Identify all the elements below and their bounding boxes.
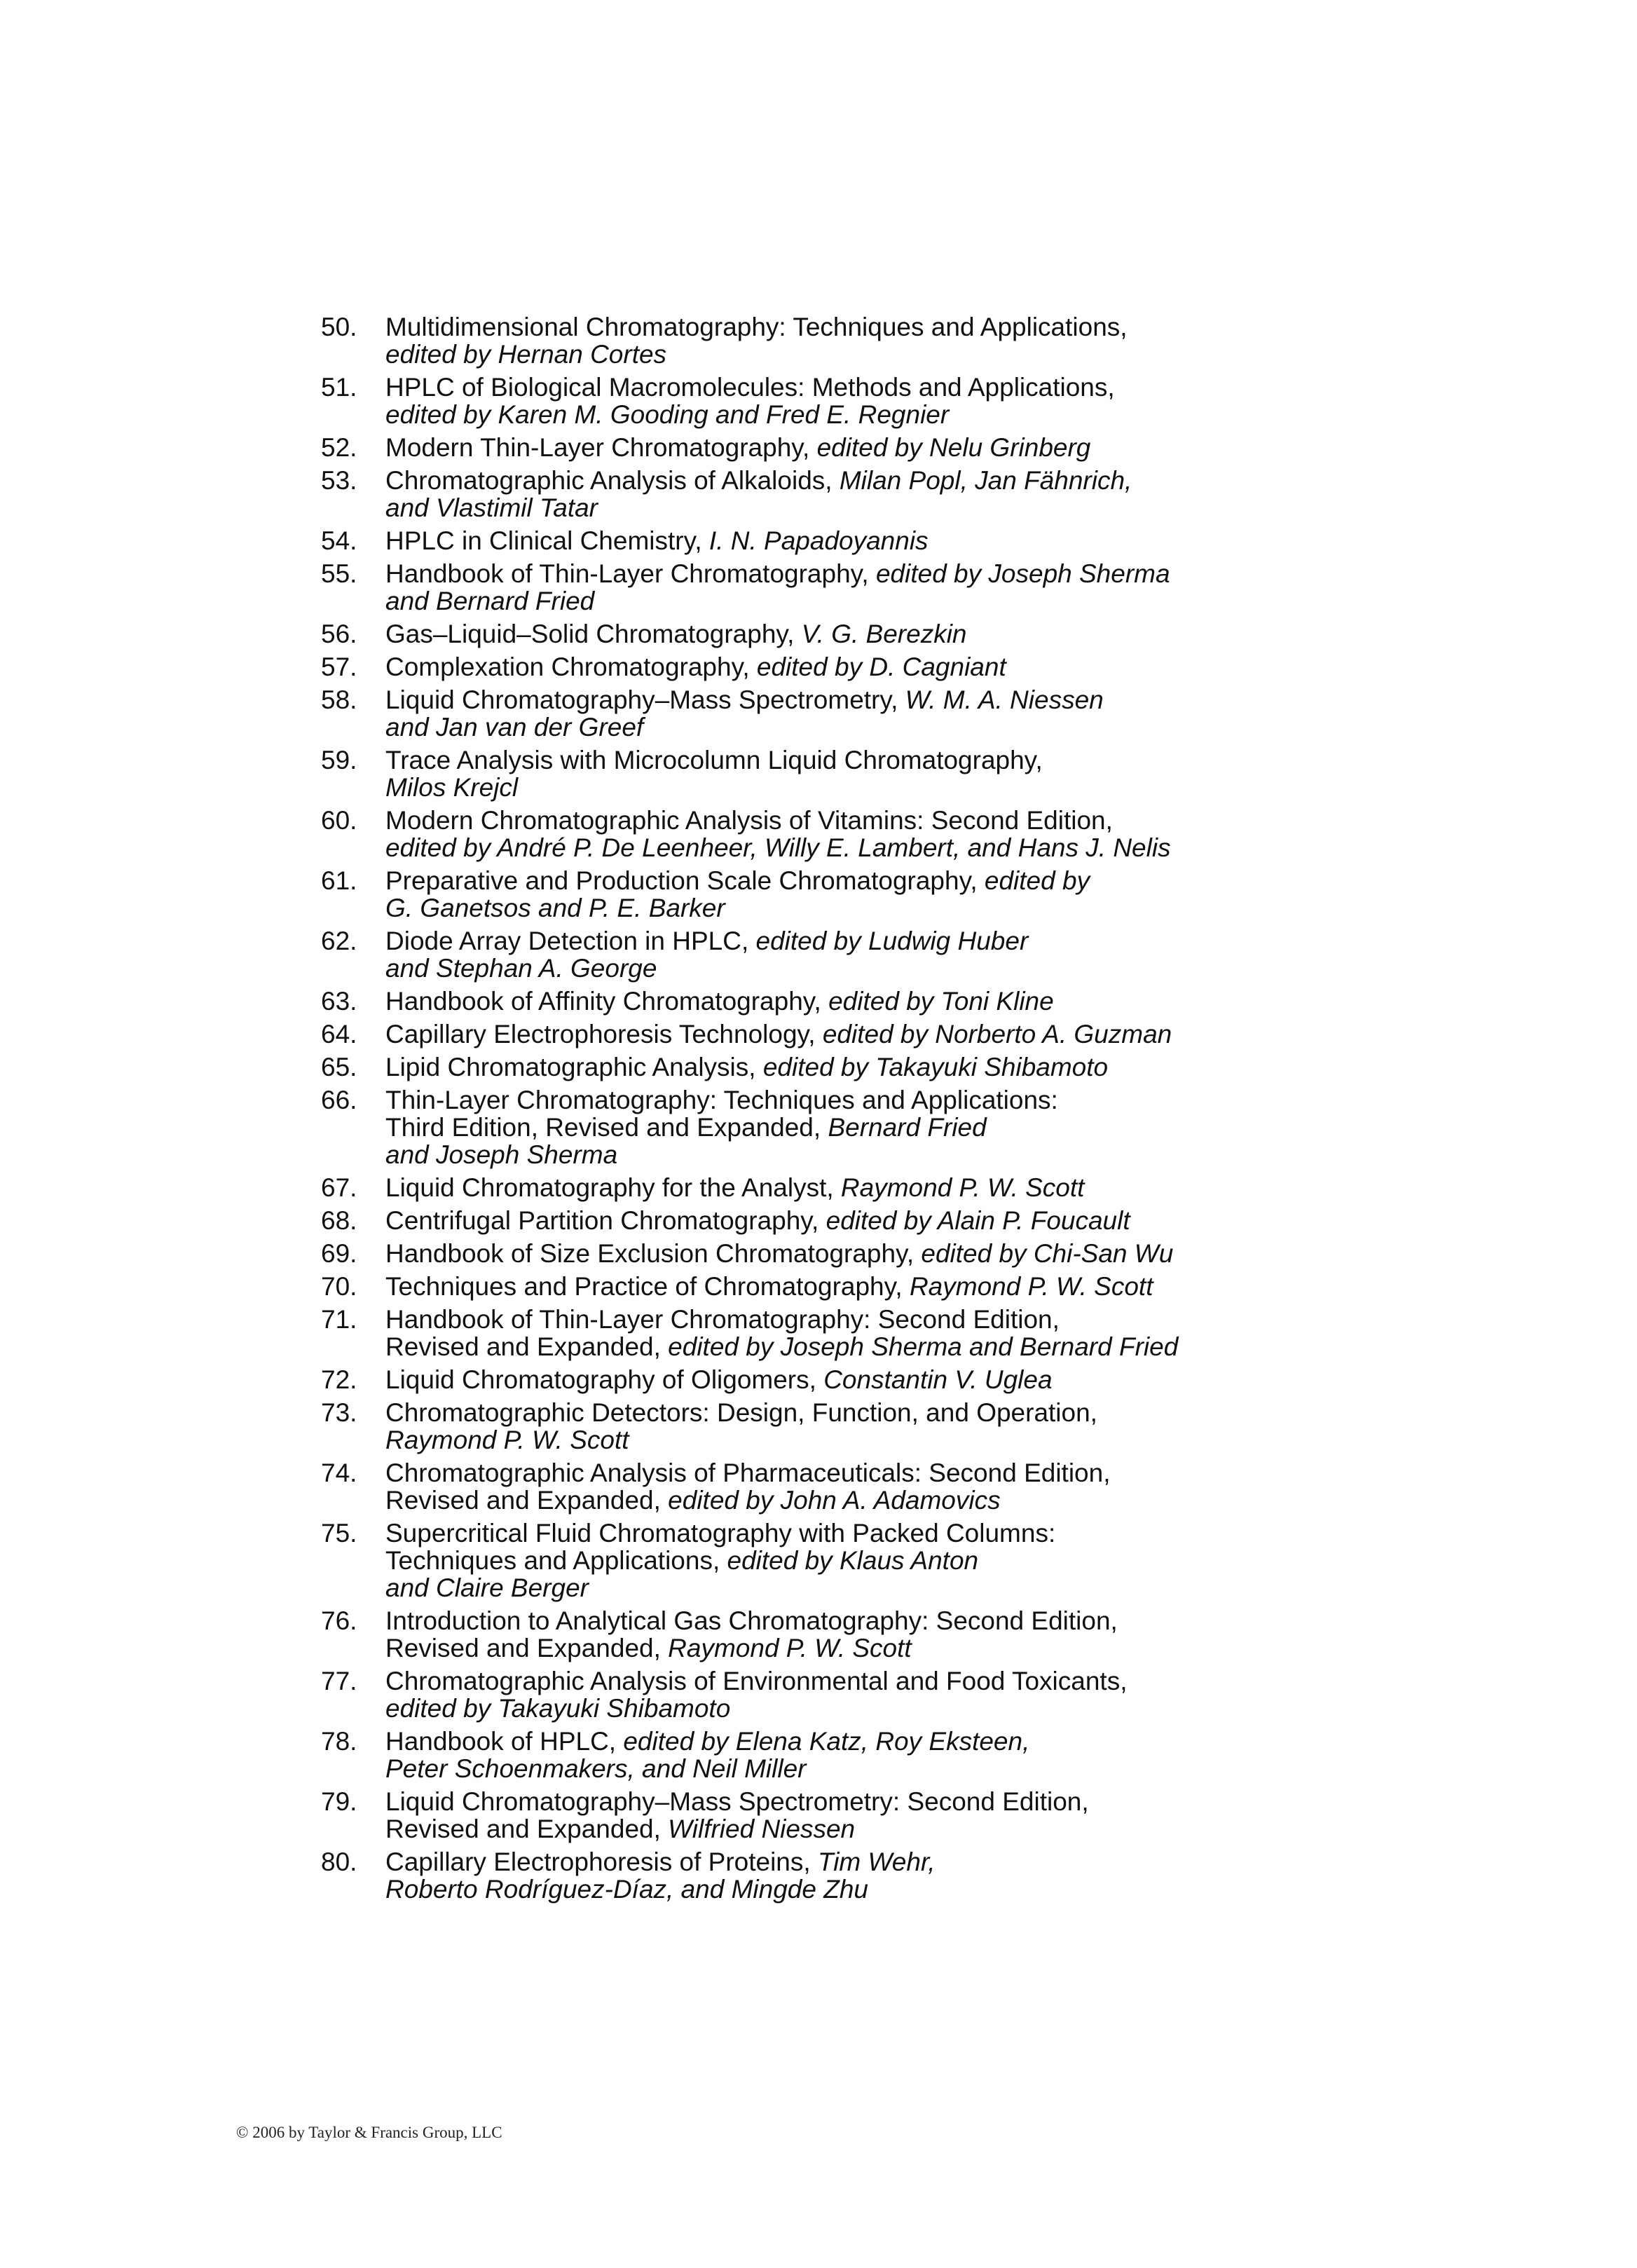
entry-text xyxy=(385,1207,1302,1234)
list-item xyxy=(321,1306,1302,1360)
entry-title: Handbook of Affinity Chromatography, xyxy=(385,987,829,1016)
entry-line xyxy=(385,1053,1302,1081)
list-item xyxy=(321,1788,1302,1843)
entry-text xyxy=(385,1399,1302,1454)
entry-author: and Jan van der Greef xyxy=(385,713,644,742)
entry-line xyxy=(385,1755,1302,1782)
list-item xyxy=(321,988,1302,1015)
entry-text xyxy=(385,807,1302,861)
entry-author: V. G. Berezkin xyxy=(801,620,967,648)
copyright-footer: © 2006 by Taylor & Francis Group, LLC xyxy=(236,2124,502,2141)
entry-line xyxy=(385,374,1302,401)
entry-line xyxy=(385,1519,1302,1547)
entry-author: Milos Krejcl xyxy=(385,773,519,802)
entry-line xyxy=(385,1240,1302,1267)
entry-author: and Stephan A. George xyxy=(385,954,657,983)
entry-title: Complexation Chromatography, xyxy=(385,653,757,681)
entry-author: edited by Takayuki Shibamoto xyxy=(762,1053,1109,1081)
entry-line xyxy=(385,867,1302,894)
entry-number: 59. xyxy=(321,746,357,774)
entry-title: Chromatographic Analysis of Environmental and Food Toxicants, xyxy=(385,1667,1128,1695)
entry-line xyxy=(385,1366,1302,1393)
entry-author: edited by Joseph Sherma xyxy=(875,559,1170,588)
entry-line xyxy=(385,313,1302,341)
entry-author: Raymond P. W. Scott xyxy=(385,1426,629,1454)
entry-line xyxy=(385,1399,1302,1426)
entry-author: and Bernard Fried xyxy=(385,587,595,615)
entry-line xyxy=(385,955,1302,982)
list-item xyxy=(321,1728,1302,1782)
entry-number: 73. xyxy=(321,1398,357,1427)
entry-line xyxy=(385,927,1302,955)
entry-title: Revised and Expanded, xyxy=(385,1486,669,1515)
list-item xyxy=(321,1240,1302,1267)
list-item xyxy=(321,1607,1302,1662)
list-item xyxy=(321,653,1302,681)
entry-number: 77. xyxy=(321,1667,357,1695)
entry-author: Raymond P. W. Scott xyxy=(909,1272,1153,1301)
entry-line xyxy=(385,1876,1302,1903)
entry-number: 72. xyxy=(321,1365,357,1394)
entry-title: Handbook of Thin-Layer Chromatography: Second Edition, xyxy=(385,1305,1060,1334)
list-item xyxy=(321,807,1302,861)
entry-line xyxy=(385,1848,1302,1876)
list-item xyxy=(321,560,1302,615)
entry-line xyxy=(385,1273,1302,1300)
entry-line xyxy=(385,1306,1302,1333)
list-item xyxy=(321,313,1302,368)
entry-title: Diode Array Detection in HPLC, xyxy=(385,927,756,955)
entry-line xyxy=(385,1174,1302,1201)
entry-author: Raymond P. W. Scott xyxy=(840,1173,1085,1202)
entry-text xyxy=(385,1519,1302,1601)
entry-number: 71. xyxy=(321,1305,357,1334)
entry-text xyxy=(385,1848,1302,1903)
entry-author: edited by André P. De Leenheer, Willy E. Lambert, and Hans J. Nelis xyxy=(385,833,1171,862)
entry-title: Multidimensional Chromatography: Techniques and Applications, xyxy=(385,313,1128,341)
list-item xyxy=(321,374,1302,428)
list-item xyxy=(321,1020,1302,1048)
entry-author: edited by xyxy=(984,866,1090,895)
entry-author: Roberto Rodríguez-Díaz, and Mingde Zhu xyxy=(385,1875,868,1904)
entry-line xyxy=(385,434,1302,461)
entry-author: edited by Nelu Grinberg xyxy=(816,433,1091,462)
entry-text xyxy=(385,1086,1302,1168)
entry-line xyxy=(385,1426,1302,1454)
entry-number: 50. xyxy=(321,313,357,341)
entry-title: Revised and Expanded, xyxy=(385,1332,669,1361)
entry-line xyxy=(385,1815,1302,1843)
list-item xyxy=(321,620,1302,648)
entry-author: Constantin V. Uglea xyxy=(823,1365,1053,1394)
entry-number: 61. xyxy=(321,866,357,895)
entry-text xyxy=(385,746,1302,801)
list-item xyxy=(321,1399,1302,1454)
list-item xyxy=(321,1459,1302,1514)
entry-author: edited by Karen M. Gooding and Fred E. Regnier xyxy=(385,400,950,429)
entry-author: edited by Hernan Cortes xyxy=(385,340,667,369)
entry-author: edited by D. Cagniant xyxy=(756,653,1006,681)
entry-number: 54. xyxy=(321,526,357,555)
entry-title: Lipid Chromatographic Analysis, xyxy=(385,1053,763,1081)
entry-text xyxy=(385,560,1302,615)
entry-text xyxy=(385,1174,1302,1201)
list-item xyxy=(321,746,1302,801)
entry-title: Modern Chromatographic Analysis of Vitamins: Second Edition, xyxy=(385,806,1113,835)
entry-title: Liquid Chromatography of Oligomers, xyxy=(385,1365,824,1394)
entry-title: Trace Analysis with Microcolumn Liquid Chromatography, xyxy=(385,746,1043,774)
entry-text xyxy=(385,988,1302,1015)
entry-line xyxy=(385,401,1302,428)
entry-text xyxy=(385,1728,1302,1782)
entry-number: 79. xyxy=(321,1787,357,1816)
entry-line xyxy=(385,807,1302,834)
entry-number: 65. xyxy=(321,1053,357,1081)
entry-line xyxy=(385,834,1302,861)
entry-line xyxy=(385,1728,1302,1755)
list-item xyxy=(321,1667,1302,1722)
entry-text xyxy=(385,313,1302,368)
entry-line xyxy=(385,1574,1302,1601)
list-item xyxy=(321,1848,1302,1903)
entry-number: 51. xyxy=(321,373,357,402)
entry-text xyxy=(385,1020,1302,1048)
entry-text xyxy=(385,467,1302,521)
entry-number: 74. xyxy=(321,1459,357,1487)
entry-author: edited by Takayuki Shibamoto xyxy=(385,1694,731,1723)
entry-line xyxy=(385,1086,1302,1114)
entry-line xyxy=(385,560,1302,587)
entry-title: Modern Thin-Layer Chromatography, xyxy=(385,433,817,462)
entry-title: Chromatographic Analysis of Pharmaceuticals: Second Edition, xyxy=(385,1459,1111,1487)
entry-line xyxy=(385,746,1302,774)
list-item xyxy=(321,927,1302,982)
entry-author: and Claire Berger xyxy=(385,1573,589,1602)
entry-number: 55. xyxy=(321,559,357,588)
entry-text xyxy=(385,1459,1302,1514)
entry-author: W. M. A. Niessen xyxy=(905,685,1104,714)
entry-number: 69. xyxy=(321,1239,357,1268)
entry-number: 53. xyxy=(321,466,357,495)
entry-number: 63. xyxy=(321,987,357,1016)
list-item xyxy=(321,686,1302,741)
list-item xyxy=(321,1519,1302,1601)
entry-text xyxy=(385,653,1302,681)
entry-text xyxy=(385,1053,1302,1081)
entry-author: Raymond P. W. Scott xyxy=(668,1634,912,1662)
entry-line xyxy=(385,620,1302,648)
entry-line xyxy=(385,774,1302,801)
entry-title: Supercritical Fluid Chromatography with Packed Columns: xyxy=(385,1519,1056,1548)
entry-line xyxy=(385,653,1302,681)
entry-author: Tim Wehr, xyxy=(817,1847,936,1876)
entry-title: Handbook of Size Exclusion Chromatography, xyxy=(385,1239,922,1268)
entry-text xyxy=(385,1306,1302,1360)
entry-line xyxy=(385,686,1302,713)
entry-title: Centrifugal Partition Chromatography, xyxy=(385,1206,826,1235)
entry-line xyxy=(385,1607,1302,1634)
entry-number: 62. xyxy=(321,927,357,955)
entry-line xyxy=(385,527,1302,554)
entry-author: edited by John A. Adamovics xyxy=(668,1486,1001,1515)
entry-text xyxy=(385,434,1302,461)
entry-author: and Vlastimil Tatar xyxy=(385,493,598,522)
list-item xyxy=(321,1366,1302,1393)
entry-line xyxy=(385,1634,1302,1662)
list-item xyxy=(321,867,1302,922)
entry-number: 60. xyxy=(321,806,357,835)
entry-title: Thin-Layer Chromatography: Techniques and Applications: xyxy=(385,1086,1058,1114)
entry-line xyxy=(385,1459,1302,1487)
entry-line xyxy=(385,1695,1302,1722)
entry-line xyxy=(385,494,1302,521)
entry-author: Wilfried Niessen xyxy=(668,1815,856,1843)
entry-title: Techniques and Applications, xyxy=(385,1546,727,1575)
entry-author: G. Ganetsos and P. E. Barker xyxy=(385,894,725,922)
list-item xyxy=(321,1053,1302,1081)
entry-line xyxy=(385,341,1302,368)
entry-title: Preparative and Production Scale Chromatography, xyxy=(385,866,985,895)
entry-title: Revised and Expanded, xyxy=(385,1634,669,1662)
entry-line xyxy=(385,1141,1302,1168)
entry-title: Capillary Electrophoresis of Proteins, xyxy=(385,1847,818,1876)
entry-line xyxy=(385,467,1302,494)
entry-number: 70. xyxy=(321,1272,357,1301)
entry-text xyxy=(385,1788,1302,1843)
list-item xyxy=(321,434,1302,461)
entry-line xyxy=(385,1547,1302,1574)
entry-line xyxy=(385,1487,1302,1514)
entry-text xyxy=(385,527,1302,554)
entry-title: Revised and Expanded, xyxy=(385,1815,669,1843)
entry-number: 57. xyxy=(321,653,357,681)
entry-number: 58. xyxy=(321,685,357,714)
entry-number: 66. xyxy=(321,1086,357,1114)
entry-author: edited by Ludwig Huber xyxy=(755,927,1029,955)
entry-line xyxy=(385,894,1302,922)
entry-line xyxy=(385,1207,1302,1234)
entry-text xyxy=(385,1607,1302,1662)
entry-line xyxy=(385,988,1302,1015)
entry-title: Techniques and Practice of Chromatography, xyxy=(385,1272,910,1301)
entry-title: Liquid Chromatography–Mass Spectrometry: Second Edition, xyxy=(385,1787,1089,1816)
entry-author: and Joseph Sherma xyxy=(385,1140,618,1169)
entry-text xyxy=(385,867,1302,922)
entry-author: Peter Schoenmakers, and Neil Miller xyxy=(385,1754,807,1783)
entry-text xyxy=(385,927,1302,982)
entry-line xyxy=(385,1667,1302,1695)
entry-line xyxy=(385,1114,1302,1141)
entry-author: I. N. Papadoyannis xyxy=(708,526,929,555)
entry-number: 80. xyxy=(321,1847,357,1876)
entry-number: 67. xyxy=(321,1173,357,1202)
entry-author: edited by Joseph Sherma and Bernard Fried xyxy=(668,1332,1179,1361)
entry-line xyxy=(385,587,1302,615)
list-item xyxy=(321,1174,1302,1201)
entry-author: Bernard Fried xyxy=(828,1113,987,1142)
entry-text xyxy=(385,1240,1302,1267)
entry-number: 78. xyxy=(321,1727,357,1756)
entry-title: Third Edition, Revised and Expanded, xyxy=(385,1113,828,1142)
entry-title: Chromatographic Analysis of Alkaloids, xyxy=(385,466,840,495)
entry-line xyxy=(385,1333,1302,1360)
entry-title: Handbook of HPLC, xyxy=(385,1727,624,1756)
series-list xyxy=(321,313,1302,1908)
entry-author: Milan Popl, Jan Fähnrich, xyxy=(839,466,1132,495)
list-item xyxy=(321,467,1302,521)
entry-title: HPLC in Clinical Chemistry, xyxy=(385,526,709,555)
list-item xyxy=(321,527,1302,554)
entry-line xyxy=(385,1788,1302,1815)
entry-number: 75. xyxy=(321,1519,357,1548)
entry-text xyxy=(385,686,1302,741)
list-item xyxy=(321,1273,1302,1300)
entry-number: 64. xyxy=(321,1020,357,1048)
entry-text xyxy=(385,374,1302,428)
list-item xyxy=(321,1207,1302,1234)
entry-title: Chromatographic Detectors: Design, Function, and Operation, xyxy=(385,1398,1097,1427)
entry-number: 76. xyxy=(321,1606,357,1635)
entry-text xyxy=(385,1667,1302,1722)
entry-number: 52. xyxy=(321,433,357,462)
entry-text xyxy=(385,620,1302,648)
entry-title: Gas–Liquid–Solid Chromatography, xyxy=(385,620,802,648)
entry-author: edited by Norberto A. Guzman xyxy=(822,1020,1172,1048)
entry-number: 68. xyxy=(321,1206,357,1235)
entry-text xyxy=(385,1273,1302,1300)
entry-text xyxy=(385,1366,1302,1393)
entry-author: edited by Chi-San Wu xyxy=(921,1239,1174,1268)
entry-title: HPLC of Biological Macromolecules: Methods and Applications, xyxy=(385,373,1115,402)
entry-author: edited by Toni Kline xyxy=(828,987,1054,1016)
entry-line xyxy=(385,713,1302,741)
entry-author: edited by Alain P. Foucault xyxy=(826,1206,1130,1235)
entry-line xyxy=(385,1020,1302,1048)
entry-title: Introduction to Analytical Gas Chromatography: Second Edition, xyxy=(385,1606,1118,1635)
entry-author: edited by Klaus Anton xyxy=(727,1546,979,1575)
list-item xyxy=(321,1086,1302,1168)
entry-title: Handbook of Thin-Layer Chromatography, xyxy=(385,559,876,588)
entry-title: Liquid Chromatography for the Analyst, xyxy=(385,1173,841,1202)
entry-author: edited by Elena Katz, Roy Eksteen, xyxy=(623,1727,1030,1756)
entry-number: 56. xyxy=(321,620,357,648)
entry-title: Liquid Chromatography–Mass Spectrometry, xyxy=(385,685,905,714)
entry-title: Capillary Electrophoresis Technology, xyxy=(385,1020,823,1048)
